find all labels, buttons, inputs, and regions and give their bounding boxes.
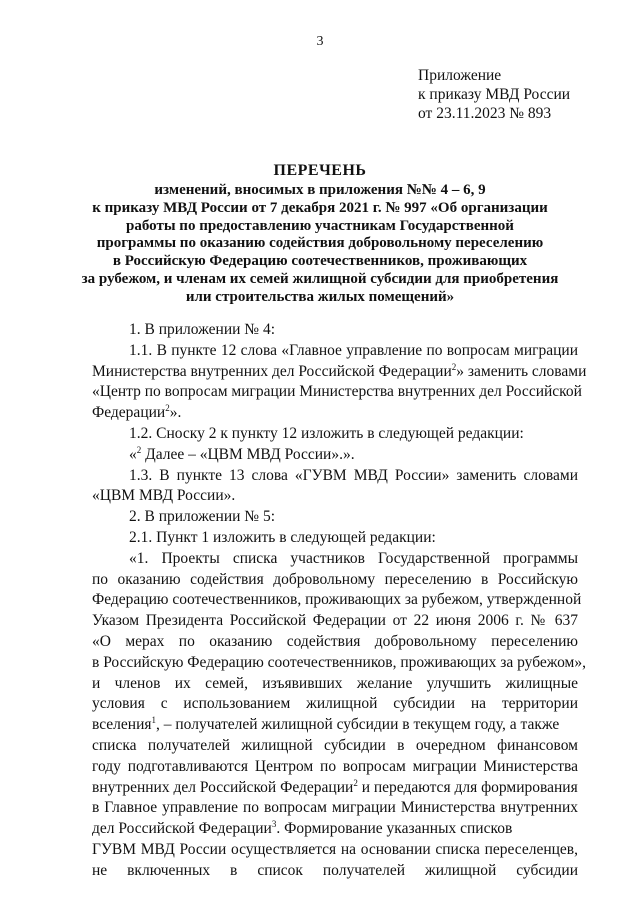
footnote-mark: 2 bbox=[451, 361, 457, 372]
subtitle-line: изменений, вносимых в приложения №№ 4 – 6, 9 bbox=[154, 182, 486, 198]
paragraph-1-3-line: «ЦВМ МВД России». bbox=[92, 487, 236, 505]
subtitle-line: программы по оказанию содействия добровольному переселению bbox=[96, 235, 544, 252]
subtitle-line: работы по предоставлению участникам Государственной bbox=[126, 217, 514, 234]
quoted-text-line bbox=[92, 715, 578, 736]
quoted-text-line: по оказанию содействия добровольному переселению в Российскую bbox=[92, 570, 578, 588]
subtitle-line: за рубежом, и членам их семей жилищной субсидии для приобретения bbox=[81, 270, 559, 287]
paragraph-1-1: 1.1. В пункте 12 слова «Главное управление по вопросам миграции bbox=[129, 341, 578, 359]
quoted-text-line bbox=[92, 778, 578, 799]
footnote-mark: 1 bbox=[151, 714, 157, 725]
paragraph-1: 1. В приложении № 4: bbox=[129, 321, 276, 338]
text-run: внутренних дел Российской Федерации$^2$ и передаются для формирования bbox=[92, 777, 578, 796]
quoted-text-line: ГУВМ МВД России осуществляется на основании списка переселенцев, bbox=[92, 840, 578, 858]
paragraph-2: 2. В приложении № 5: bbox=[129, 508, 276, 526]
document-subtitle bbox=[0, 182, 640, 307]
quoted-text-line: году подготавливаются Центром по вопросам миграции Министерства bbox=[92, 757, 578, 775]
document-title: ПЕРЕЧЕНЬ bbox=[273, 162, 367, 179]
paragraph-1-2: 1.2. Сноску 2 к пункту 12 изложить в следующей редакции: bbox=[129, 424, 524, 442]
quoted-text-line: не включенных в список получателей жилищной субсидии bbox=[92, 861, 578, 879]
appendix-line: Приложение bbox=[418, 67, 502, 84]
footnote-mark: 2 bbox=[165, 403, 170, 414]
paragraph-2-1: 2.1. Пункт 1 изложить в следующей редакции: bbox=[129, 528, 436, 546]
paragraph-1-2-line: «$^2$ Далее – «ЦВМ МВД России».». bbox=[129, 444, 355, 463]
subtitle-line: или строительства жилых помещений» bbox=[185, 288, 455, 305]
footnote-mark: 3 bbox=[271, 818, 277, 829]
paragraph-1-1-line: «Центр по вопросам миграции Министерства внутренних дел Российской bbox=[92, 383, 582, 401]
footnote-mark: 2 bbox=[136, 444, 142, 455]
quoted-text-line bbox=[92, 819, 578, 840]
quoted-text-line: «1. Проекты списка участников Государственной программы bbox=[129, 549, 578, 567]
quoted-text-line: условия с использованием жилищной субсидии на территории bbox=[92, 695, 578, 713]
quoted-text-line: в Главное управление по вопросам миграции Министерства внутренних bbox=[92, 799, 578, 817]
paragraph-1-1-line bbox=[92, 361, 587, 383]
page-number: 3 bbox=[316, 34, 324, 49]
quoted-text-line: и членов их семей, изъявивших желание улучшить жилищные bbox=[92, 674, 578, 692]
footnote-mark: 2 bbox=[353, 777, 358, 788]
quoted-text-line: Федерацию соотечественников, проживающих за рубежом, утвержденной bbox=[92, 591, 582, 609]
appendix-reference bbox=[418, 66, 570, 123]
text-run: дел Российской Федерации$^3$. Формирование указанных списков bbox=[92, 818, 513, 838]
quoted-text-line: списка получателей жилищной субсидии в очередном финансовом bbox=[92, 736, 578, 754]
appendix-line: от 23.11.2023 № 893 bbox=[418, 105, 552, 122]
paragraph-1-1-line: Федерации$^2$». bbox=[92, 403, 182, 422]
text-run: Министерства внутренних дел Российской Федерации$^2$» заменить словами bbox=[92, 361, 587, 380]
subtitle-line: в Российскую Федерацию соотечественников, проживающих bbox=[112, 253, 528, 270]
text-run: вселения$^1$, – получателей жилищной субсидии в текущем году, а также bbox=[92, 714, 560, 734]
quoted-text-line: «О мерах по оказанию содействия добровольному переселению bbox=[92, 632, 578, 650]
paragraph-1-3: 1.3. В пункте 13 слова «ГУВМ МВД России» заменить словами bbox=[129, 466, 578, 484]
document-body bbox=[92, 320, 587, 882]
subtitle-line: к приказу МВД России от 7 декабря 2021 г. № 997 «Об организации bbox=[92, 199, 548, 216]
quoted-text-line: в Российскую Федерацию соотечественников, проживающих за рубежом», bbox=[92, 653, 586, 671]
appendix-line: к приказу МВД России bbox=[418, 86, 571, 103]
quoted-text-line: Указом Президента Российской Федерации от 22 июня 2006 г. № 637 bbox=[92, 612, 578, 630]
